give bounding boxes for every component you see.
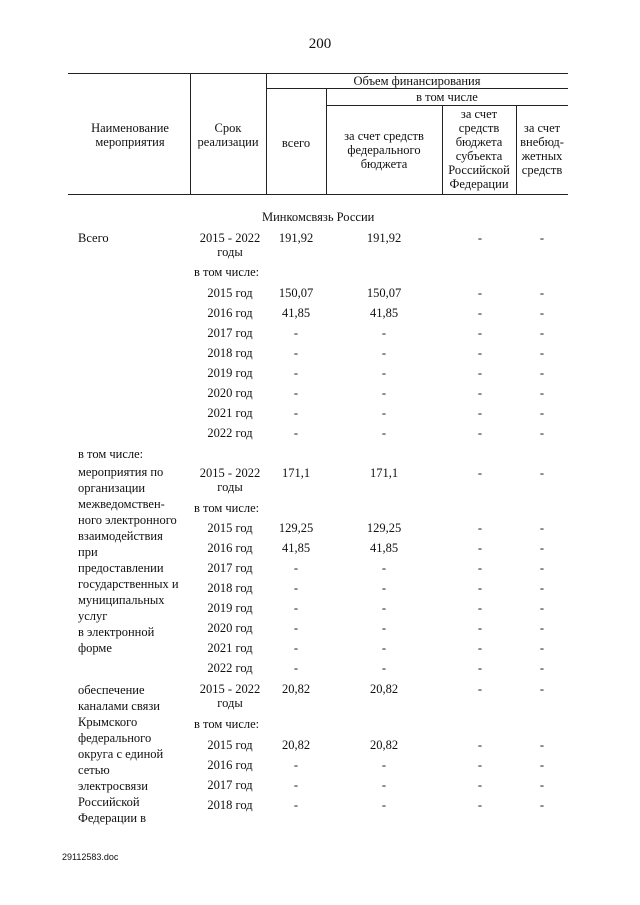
value-total: 20,82: [281, 682, 311, 696]
period-year: 2019 год: [207, 366, 253, 380]
value-total: -: [293, 641, 299, 655]
period-year: 2022 год: [207, 661, 253, 675]
value-federal: 171,1: [369, 466, 399, 480]
period-year: 2018 год: [207, 798, 253, 812]
value-federal: -: [381, 661, 387, 675]
value-extrabudget: -: [539, 798, 545, 812]
measure-1-label: мероприятия по организации межведомствен- ного электронного взаимодействия при предоставлении государственных и муниципальных услуг в электронной форме: [78, 465, 179, 655]
value-federal: 20,82: [369, 682, 399, 696]
value-total: -: [293, 386, 299, 400]
value-federal: 191,92: [366, 231, 402, 245]
period-including: в том числе:: [194, 265, 260, 279]
value-subject: -: [477, 306, 483, 320]
header-federal: за счет средств федерального бюджета: [344, 129, 424, 171]
value-extrabudget: -: [539, 366, 545, 380]
value-federal: -: [381, 641, 387, 655]
value-extrabudget: -: [539, 738, 545, 752]
period-year: 2021 год: [207, 406, 253, 420]
value-federal: -: [381, 621, 387, 635]
value-federal: 20,82: [369, 738, 399, 752]
group-including-label: в том числе:: [78, 447, 144, 461]
value-subject: -: [477, 426, 483, 440]
value-total: 20,82: [281, 738, 311, 752]
value-extrabudget: -: [539, 521, 545, 535]
value-extrabudget: -: [539, 561, 545, 575]
value-federal: -: [381, 406, 387, 420]
value-total: -: [293, 601, 299, 615]
value-subject: -: [477, 581, 483, 595]
period-year: 2021 год: [207, 641, 253, 655]
value-extrabudget: -: [539, 346, 545, 360]
value-extrabudget: -: [539, 406, 545, 420]
including-rule: [326, 105, 568, 106]
value-extrabudget: -: [539, 758, 545, 772]
value-total: -: [293, 778, 299, 792]
value-federal: -: [381, 581, 387, 595]
value-extrabudget: -: [539, 326, 545, 340]
value-subject: -: [477, 346, 483, 360]
value-extrabudget: -: [539, 581, 545, 595]
period-range: 2015 - 2022 годы: [199, 682, 261, 710]
value-federal: -: [381, 426, 387, 440]
period-year: 2016 год: [207, 541, 253, 555]
value-subject: -: [477, 366, 483, 380]
period-year: 2015 год: [207, 738, 253, 752]
value-extrabudget: -: [539, 661, 545, 675]
value-subject: -: [477, 541, 483, 555]
header-total: всего: [281, 136, 311, 150]
period-year: 2019 год: [207, 601, 253, 615]
section-title: Минкомсвязь России: [262, 210, 375, 224]
value-total: -: [293, 798, 299, 812]
value-total: -: [293, 326, 299, 340]
header-period: Срок реализации: [197, 121, 259, 149]
value-subject: -: [477, 521, 483, 535]
value-extrabudget: -: [539, 231, 545, 245]
header-name: Наименование мероприятия: [91, 121, 169, 149]
period-year: 2018 год: [207, 346, 253, 360]
period-range: 2015 - 2022 годы: [199, 231, 261, 259]
period-year: 2022 год: [207, 426, 253, 440]
value-subject: -: [477, 641, 483, 655]
value-total: 41,85: [281, 541, 311, 555]
header-subject: за счет средств бюджета субъекта Российской Федерации: [448, 107, 510, 191]
value-federal: -: [381, 386, 387, 400]
value-total: -: [293, 561, 299, 575]
value-extrabudget: -: [539, 682, 545, 696]
col-divider-2: [266, 73, 267, 195]
value-federal: -: [381, 326, 387, 340]
value-subject: -: [477, 406, 483, 420]
period-year: 2016 год: [207, 306, 253, 320]
value-extrabudget: -: [539, 641, 545, 655]
value-total: -: [293, 406, 299, 420]
value-total: -: [293, 758, 299, 772]
value-total: -: [293, 426, 299, 440]
value-subject: -: [477, 286, 483, 300]
value-subject: -: [477, 661, 483, 675]
value-federal: -: [381, 561, 387, 575]
value-subject: -: [477, 561, 483, 575]
value-total: -: [293, 581, 299, 595]
value-extrabudget: -: [539, 466, 545, 480]
value-subject: -: [477, 778, 483, 792]
value-total: -: [293, 346, 299, 360]
value-subject: -: [477, 682, 483, 696]
value-federal: 129,25: [366, 521, 402, 535]
value-total: -: [293, 366, 299, 380]
period-year: 2017 год: [207, 561, 253, 575]
value-total: -: [293, 621, 299, 635]
value-extrabudget: -: [539, 386, 545, 400]
value-total: 191,92: [278, 231, 314, 245]
value-federal: -: [381, 601, 387, 615]
period-year: 2017 год: [207, 778, 253, 792]
value-subject: -: [477, 326, 483, 340]
header-including: в том числе: [416, 90, 478, 104]
value-federal: -: [381, 366, 387, 380]
value-subject: -: [477, 798, 483, 812]
period-year: 2020 год: [207, 621, 253, 635]
value-federal: 41,85: [369, 306, 399, 320]
value-subject: -: [477, 601, 483, 615]
value-extrabudget: -: [539, 621, 545, 635]
financing-rule: [266, 88, 568, 89]
period-including: в том числе:: [194, 501, 260, 515]
period-year: 2017 год: [207, 326, 253, 340]
value-federal: -: [381, 798, 387, 812]
value-extrabudget: -: [539, 426, 545, 440]
page-number: 200: [308, 36, 332, 52]
measure-2-label: обеспечение каналами связи Крымского федерального округа с единой сетью электросвязи Российской Федерации в: [78, 683, 164, 825]
value-total: 129,25: [278, 521, 314, 535]
value-federal: 150,07: [366, 286, 402, 300]
value-extrabudget: -: [539, 541, 545, 555]
header-bottom-rule: [68, 194, 568, 195]
period-year: 2020 год: [207, 386, 253, 400]
value-federal: -: [381, 778, 387, 792]
value-total: -: [293, 661, 299, 675]
value-extrabudget: -: [539, 306, 545, 320]
value-total: 171,1: [281, 466, 311, 480]
value-subject: -: [477, 758, 483, 772]
value-subject: -: [477, 231, 483, 245]
value-extrabudget: -: [539, 286, 545, 300]
value-federal: 41,85: [369, 541, 399, 555]
value-extrabudget: -: [539, 778, 545, 792]
value-subject: -: [477, 738, 483, 752]
period-year: 2015 год: [207, 286, 253, 300]
value-federal: -: [381, 758, 387, 772]
value-subject: -: [477, 466, 483, 480]
header-extrabudget: за счет внебюд- жетных средств: [520, 121, 564, 177]
value-total: 41,85: [281, 306, 311, 320]
period-year: 2018 год: [207, 581, 253, 595]
period-range: 2015 - 2022 годы: [199, 466, 261, 494]
value-subject: -: [477, 621, 483, 635]
header-financing: Объем финансирования: [353, 74, 481, 88]
period-year: 2015 год: [207, 521, 253, 535]
value-total: 150,07: [278, 286, 314, 300]
period-including: в том числе:: [194, 717, 260, 731]
value-subject: -: [477, 386, 483, 400]
value-extrabudget: -: [539, 601, 545, 615]
period-year: 2016 год: [207, 758, 253, 772]
row-label-total: Всего: [78, 231, 109, 245]
value-federal: -: [381, 346, 387, 360]
footer-filename: 29112583.doc: [62, 852, 119, 862]
